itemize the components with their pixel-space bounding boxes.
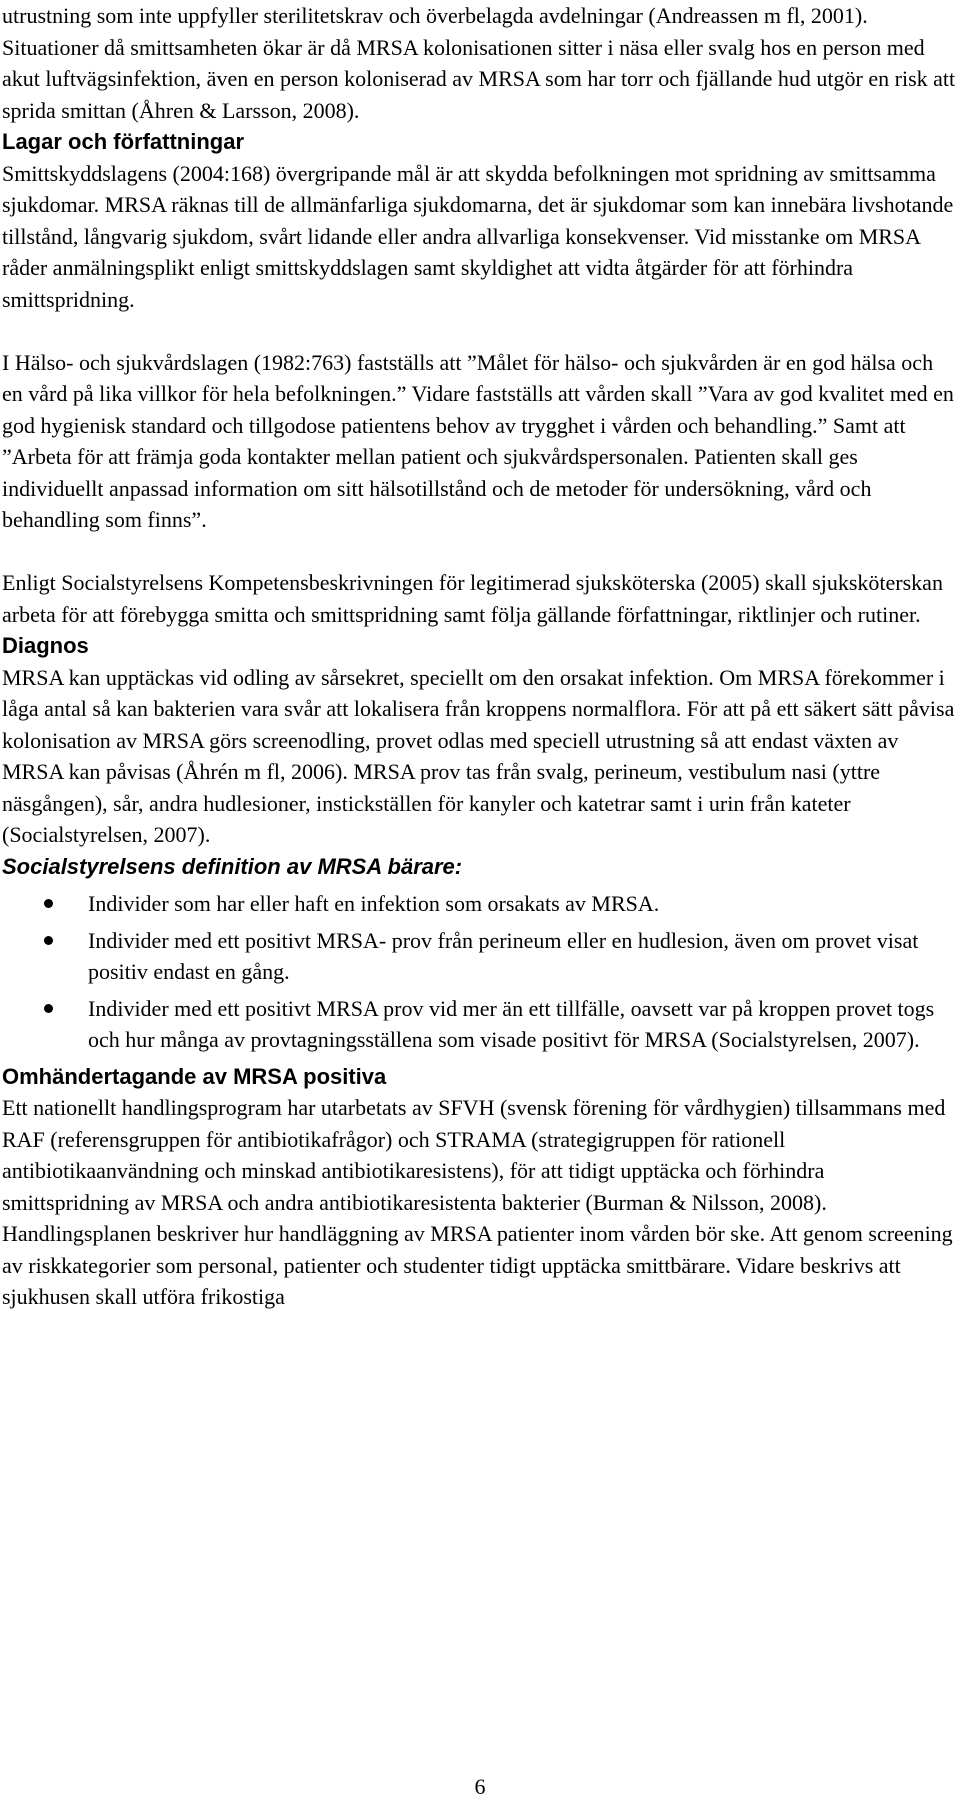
bullet-icon bbox=[44, 899, 53, 908]
section-diagnosis bbox=[2, 630, 956, 851]
list-item bbox=[2, 925, 956, 988]
section-definition bbox=[2, 851, 956, 1056]
bullet-text: Individer med ett positivt MRSA prov vid mer än ett tillfälle, oavsett var på kroppen provet togs och hur många av provtagningsställena som visade positivt för MRSA (Socialstyrelsen, 2007). bbox=[88, 995, 935, 1052]
handling-paragraph: Ett nationellt handlingsprogram har utarbetats av SFVH (svensk förening för vårdhygien) tillsammans med RAF (referensgruppen för antibiotikafrågor) och STRAMA (strategigruppen för rationell antibiotikaanvändning och minskad antibiotikaresistens), för att tidigt upptäcka och förhindra smittspridning av MRSA och andra antibiotikaresistenta bakterier (Burman & Nilsson, 2008). Handlingsplanen beskriver hur handläggning av MRSA patienter inom vården bör ske. Att genom screening av riskkategorier som personal, patienter och studenter tidigt upptäcka smittbärare. Vidare beskrivs att sjukhusen skall utföra frikostiga bbox=[2, 1095, 953, 1309]
intro-paragraph: utrustning som inte uppfyller sterilitetskrav och överbelagda avdelningar (Andreassen m fl, 2001). Situationer då smittsamheten ökar är då MRSA kolonisationen sitter i näsa eller svalg hos en person med akut luftvägsinfektion, även en person koloniserad av MRSA som har torr och fjällande hud utgör en risk att sprida smittan (Åhren & Larsson, 2008). bbox=[2, 3, 956, 123]
section-handling bbox=[2, 1061, 956, 1313]
list-item bbox=[2, 888, 956, 920]
page-number: 6 bbox=[474, 1774, 486, 1799]
section-laws bbox=[2, 126, 956, 630]
laws-paragraph-2: I Hälso- och sjukvårdslagen (1982:763) fastställs att ”Målet för hälso- och sjukvården är en god hälsa och en vård på lika villkor för hela befolkningen.” Vidare fastställs att vården skall ”Vara av god kvalitet med en god hygienisk standard och tillgodose patientens behov av trygghet i vården och behandling.” Samt att ”Arbeta för att främja goda kontakter mellan patient och sjukvårdspersonalen. Patienten skall ges individuellt anpassad information om sitt hälsotillstånd och de metoder för undersökning, vård och behandling som finns”. bbox=[2, 349, 954, 532]
bullet-text: Individer med ett positivt MRSA- prov från perineum eller en hudlesion, även om provet visat positiv endast en gång. bbox=[88, 927, 919, 984]
section-heading-laws: Lagar och författningar bbox=[2, 129, 245, 154]
bullet-icon bbox=[44, 1004, 53, 1013]
definition-bullet-list bbox=[2, 888, 956, 1056]
bullet-icon bbox=[44, 936, 53, 945]
diagnosis-paragraph: MRSA kan upptäckas vid odling av sårsekret, speciellt om den orsakat infektion. Om MRSA förekommer i låga antal så kan bakterien vara svår att lokalisera från kroppens normalflora. För att på ett säkert sätt påvisa kolonisation av MRSA görs screenodling, provet odlas med speciell utrustning så att endast växten av MRSA kan påvisas (Åhrén m fl, 2006). MRSA prov tas från svalg, perineum, vestibulum nasi (yttre näsgången), sår, andra hudlesioner, instickställen för kanyler och katetrar samt i urin från kateter (Socialstyrelsen, 2007). bbox=[2, 664, 955, 847]
bullet-text: Individer som har eller haft en infektion som orsakats av MRSA. bbox=[88, 891, 660, 916]
section-heading-diagnosis: Diagnos bbox=[2, 633, 89, 658]
list-item bbox=[2, 993, 956, 1056]
section-heading-handling: Omhändertagande av MRSA positiva bbox=[2, 1063, 387, 1089]
section-heading-definition: Socialstyrelsens definition av MRSA bärare: bbox=[2, 853, 463, 879]
laws-paragraph-3: Enligt Socialstyrelsens Kompetensbeskrivningen för legitimerad sjuksköterska (2005) skall sjuksköterskan arbeta för att förebygga smitta och smittspridning samt följa gällande författningar, riktlinjer och rutiner. bbox=[2, 570, 943, 627]
laws-paragraph-1: Smittskyddslagens (2004:168) övergripande mål är att skydda befolkningen mot spridning av smittsamma sjukdomar. MRSA räknas till de allmänfarliga sjukdomarna, det är sjukdomar som kan innebära livshotande tillstånd, långvarig sjukdom, svårt lidande eller andra allvarliga konsekvenser. Vid misstanke om MRSA råder anmälningsplikt enligt smittskyddslagen samt skyldighet att vidta åtgärder för att förhindra smittspridning. bbox=[2, 160, 954, 312]
